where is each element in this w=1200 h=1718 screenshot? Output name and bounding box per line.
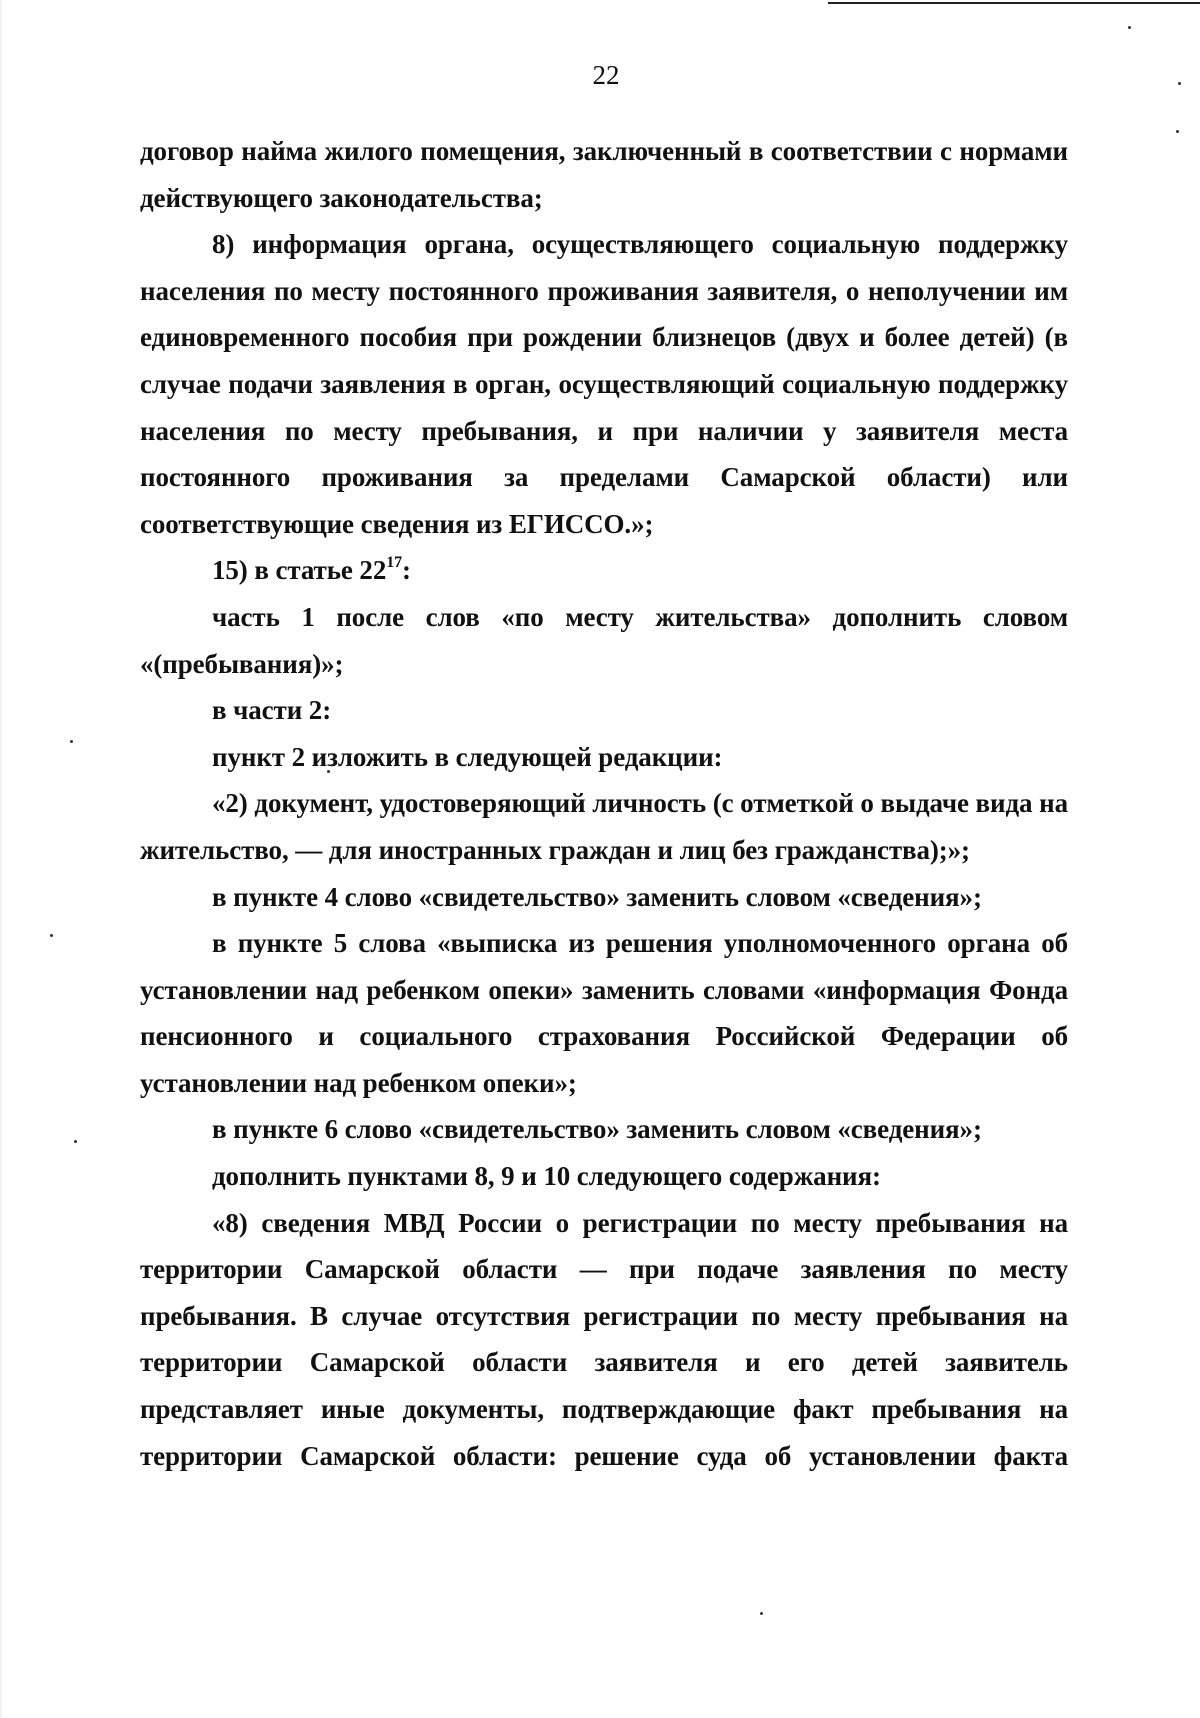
paragraph: дополнить пунктами 8, 9 и 10 следующего содержания: [212,1161,881,1192]
article-superscript: 17 [386,554,403,572]
scan-speck [1176,130,1179,133]
scan-speck [760,1612,763,1615]
paragraph: в пункте 5 слова «выписка из решения уполномоченного органа об установлении над ребенком опеки» заменить словами «информация Фонда пенсионного и социального страхования Российской Федерации об установлении над ребенком опеки»; [140,928,1068,1098]
document-body [140,128,1068,1479]
paragraph: в пункте 6 слово «свидетельство» заменить словом «сведения»; [212,1114,982,1145]
scan-speck [74,1140,77,1143]
article-heading-suffix: : [402,555,411,586]
paragraph: «8) сведения МВД России о регистрации по месту пребывания на территории Самарской области — при подаче заявления по месту пребывания. В случае отсутствия регистрации по месту пребывания на территории Самарской области заявителя и его детей заявитель представляет иные документы, подтверждающие факт пребывания на территории Самарской области: решение суда об установлении факта [140,1207,1068,1471]
paragraph-article-heading [140,547,1068,594]
paragraph: «2) документ, удостоверяющий личность (с отметкой о выдаче вида на жительство, — для иностранных граждан и лиц без гражданства);»; [140,788,1068,865]
page-number: 22 [592,60,620,90]
scan-speck [50,934,53,937]
paragraph: в пункте 4 слово «свидетельство» заменить словом «сведения»; [212,881,982,912]
paragraph: часть 1 после слов «по месту жительства» дополнить словом «(пребывания)»; [140,601,1068,679]
scan-top-rule [828,2,1200,4]
scan-speck [1128,26,1131,29]
paragraph: договор найма жилого помещения, заключенный в соответствии с нормами действующего законодательства; [140,136,1068,213]
scan-left-edge [0,0,2,1718]
article-heading-text: 15) в статье 22 [212,555,387,586]
scan-speck [70,740,73,743]
paragraph: пункт 2 изложить в следующей редакции: [212,741,723,772]
paragraph: 8) информация органа, осуществляющего социальную поддержку населения по месту постоянного проживания заявителя, о неполучении им единовременного пособия при рождении близнецов (двух и более детей) (в случае подачи заявления в орган, осуществляющий социальную поддержку населения по месту пребывания, и при наличии у заявителя места постоянного проживания за пределами Самарской области) или соответствующие сведения из ЕГИССО.»; [140,229,1068,539]
paragraph: в части 2: [212,695,332,726]
